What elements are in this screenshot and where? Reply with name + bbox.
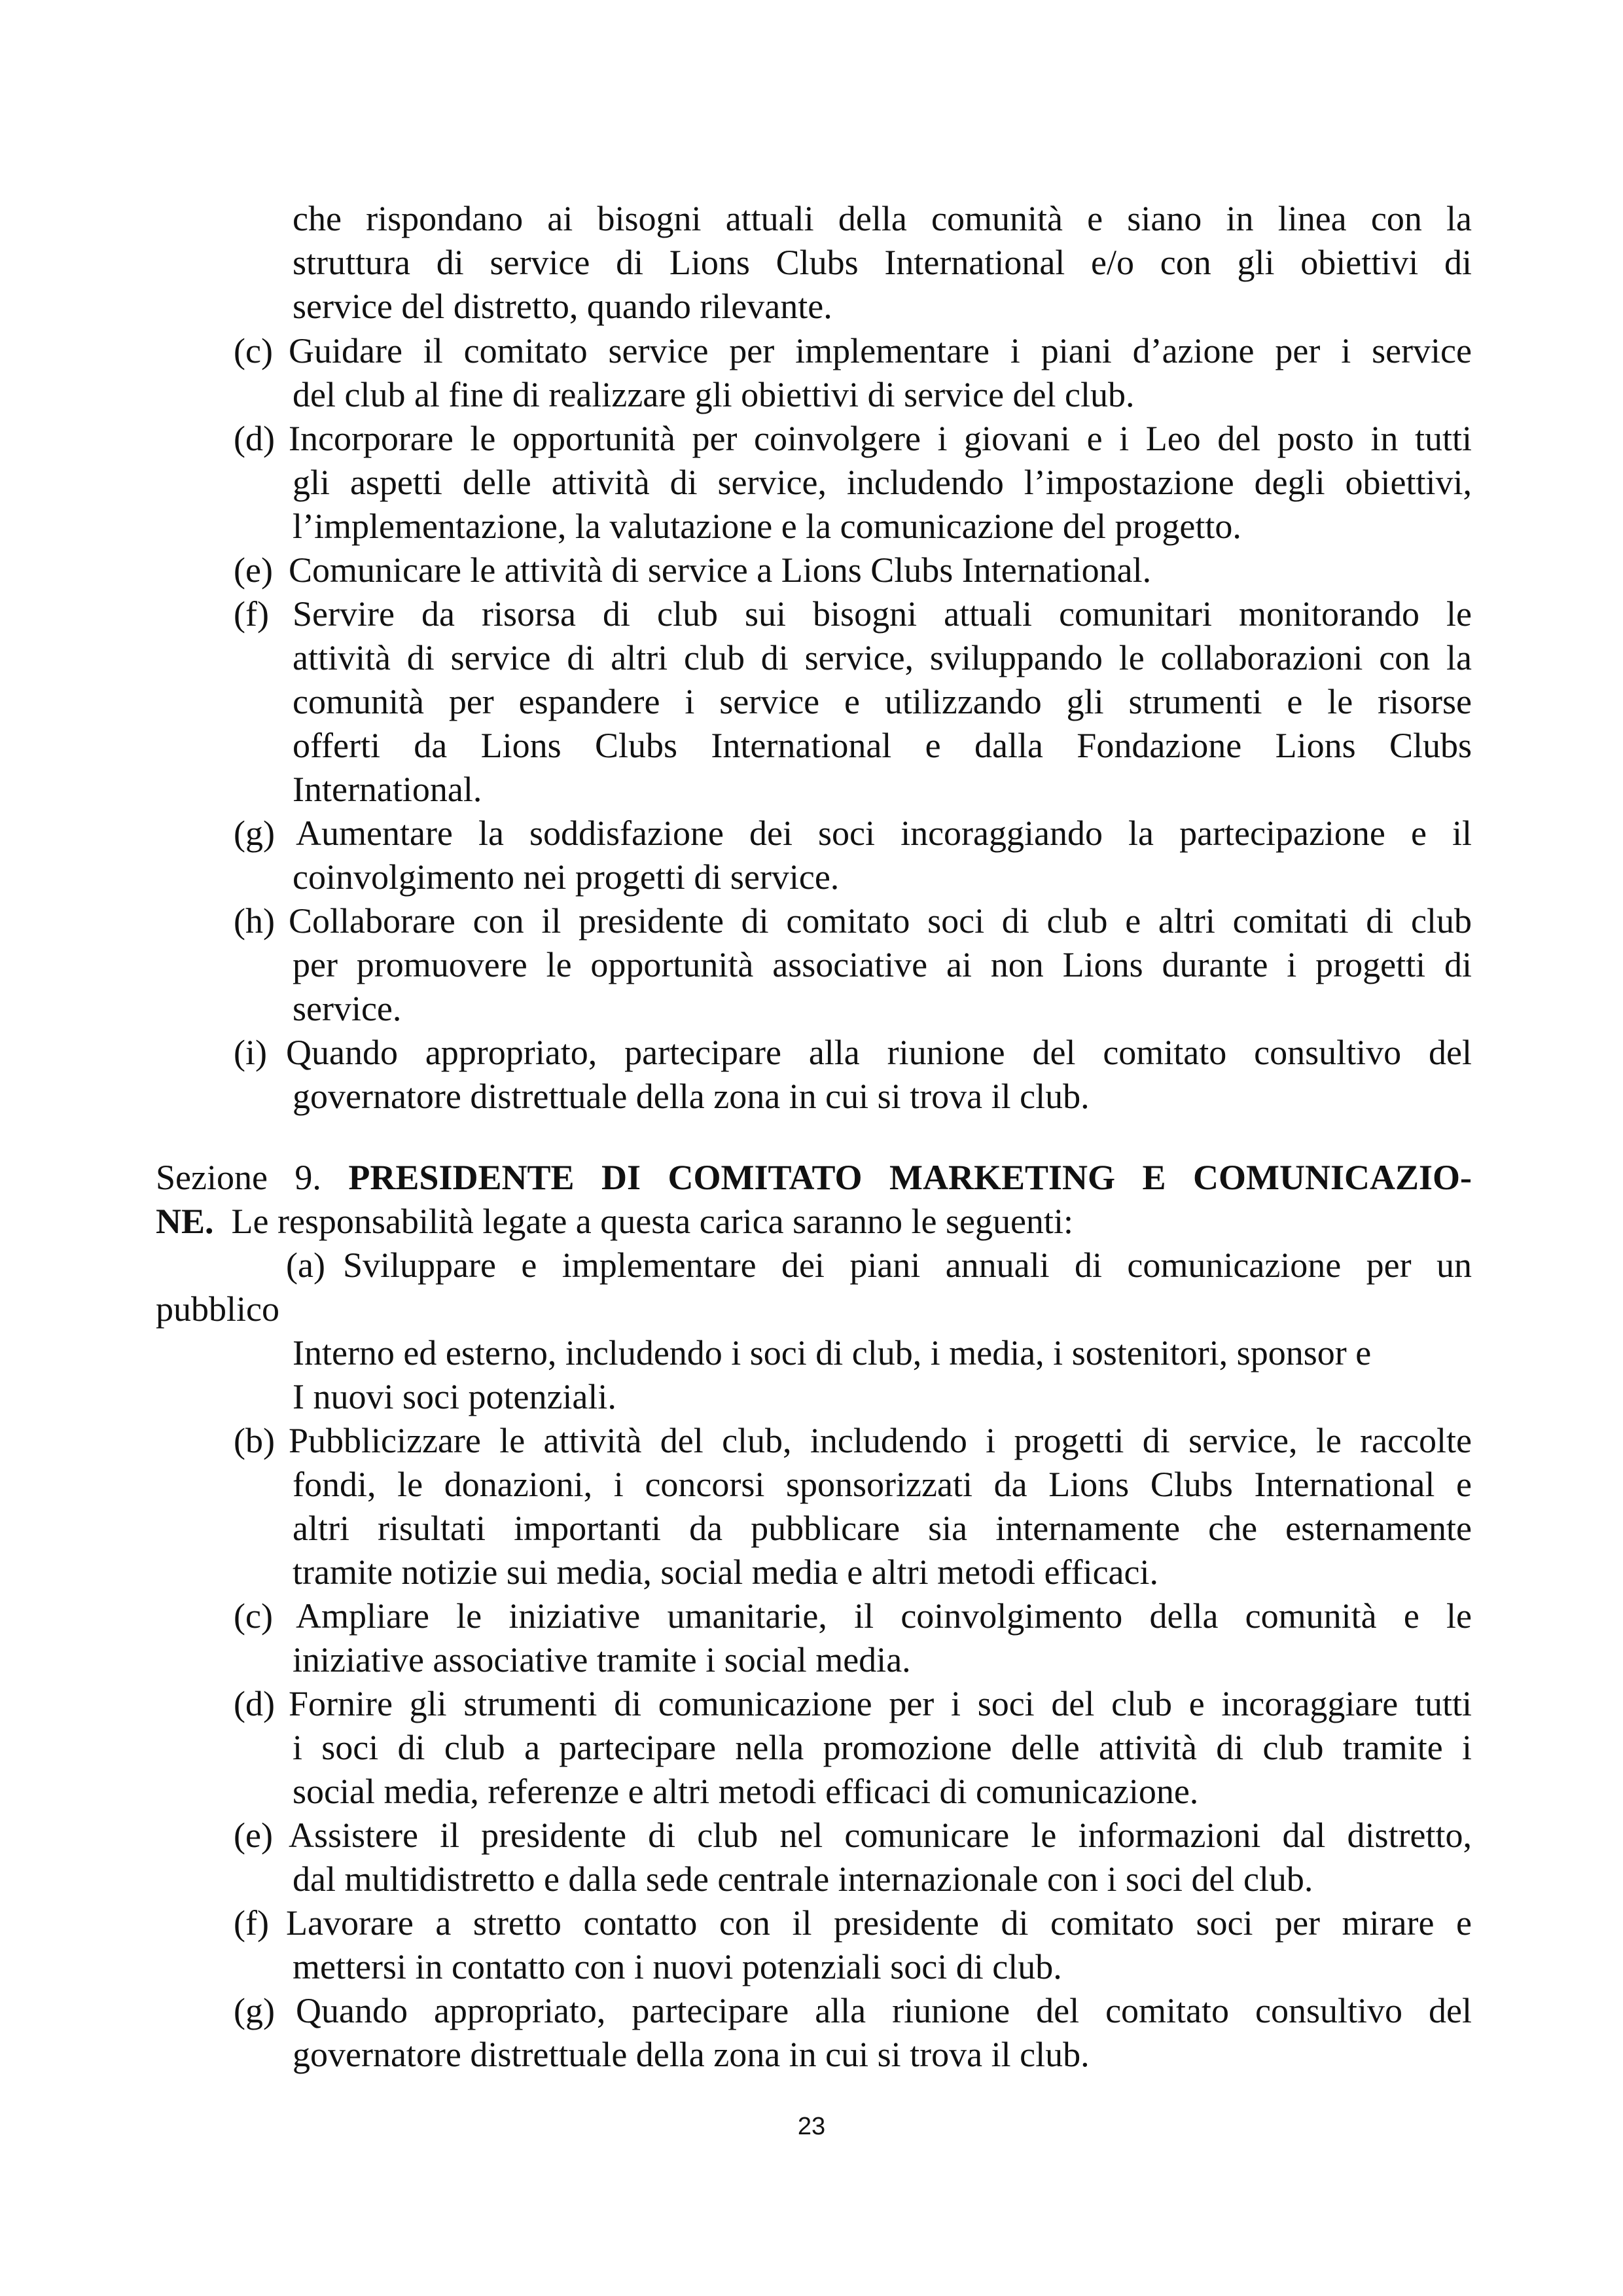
list-item-line: comunità per espandere i service e utilizzando gli strumenti e le risorse: [293, 682, 1472, 721]
list-item-label: (f): [234, 594, 269, 634]
list-item-line: Collaborare con il presidente di comitato soci di club e altri comitati di club: [289, 901, 1472, 941]
list-item-line: Ampliare le iniziative umanitarie, il coinvolgimento della comunità e le: [296, 1596, 1472, 1636]
list-item-line: gli aspetti delle attività di service, includendo l’impostazione degli obiettivi,: [293, 463, 1472, 502]
list-item-line: fondi, le donazioni, i concorsi sponsorizzati da Lions Clubs International e: [293, 1465, 1472, 1504]
list-item-line: i soci di club a partecipare nella promozione delle attività di club tramite i: [293, 1728, 1472, 1767]
list-item-line: social media, referenze e altri metodi efficaci di comunicazione.: [293, 1772, 1199, 1811]
list-item-line: l’implementazione, la valutazione e la comunicazione del progetto.: [293, 507, 1241, 546]
list-item-line: Lavorare a stretto contatto con il presidente di comitato soci per mirare e: [286, 1903, 1472, 1943]
page-number: 23: [797, 2113, 826, 2140]
list-item-line: Quando appropriato, partecipare alla riunione del comitato consultivo del: [296, 1991, 1472, 2030]
list-item-line: pubblico: [156, 1289, 279, 1329]
list-item-label: (c): [234, 331, 273, 370]
list-item-line: altri risultati importanti da pubblicare sia internamente che esternamente: [293, 1509, 1472, 1548]
list-item-line: Pubblicizzare le attività del club, includendo i progetti di service, le raccolte: [289, 1421, 1472, 1460]
list-item-line: Comunicare le attività di service a Lions Clubs International.: [289, 550, 1152, 590]
list-item-line: Servire da risorsa di club sui bisogni attuali comunitari monitorando le: [293, 594, 1472, 634]
list-item-label: (a): [286, 1246, 325, 1285]
section-heading-cont: [156, 1200, 1073, 1244]
list-item-label: (i): [234, 1033, 267, 1072]
list-item-line: offerti da Lions Clubs International e dalla Fondazione Lions Clubs: [293, 726, 1472, 765]
list-item-line: mettersi in contatto con i nuovi potenziali soci di club.: [293, 1947, 1062, 1986]
list-item-line: Interno ed esterno, includendo i soci di club, i media, i sostenitori, sponsor e: [293, 1333, 1372, 1372]
list-item-line: Incorporare le opportunità per coinvolgere i giovani e i Leo del posto in tutti: [289, 419, 1472, 458]
list-item-line: governatore distrettuale della zona in cui si trova il club.: [293, 1077, 1090, 1116]
list-item-line: tramite notizie sui media, social media e altri metodi efficaci.: [293, 1552, 1158, 1592]
list-item-line: Sviluppare e implementare dei piani annuali di comunicazione per un: [343, 1246, 1472, 1285]
paragraph-line: struttura di service di Lions Clubs International e/o con gli obiettivi di: [293, 243, 1472, 282]
section-heading: [156, 1156, 1472, 1200]
list-item-line: Assistere il presidente di club nel comunicare le informazioni dal distretto,: [289, 1816, 1472, 1855]
list-item-label: (c): [234, 1596, 273, 1636]
list-item-line: governatore distrettuale della zona in cui si trova il club.: [293, 2035, 1090, 2074]
section-title: PRESIDENTE DI COMITATO MARKETING E COMUNICAZIO-: [348, 1158, 1472, 1197]
list-item-line: coinvolgimento nei progetti di service.: [293, 857, 840, 897]
list-item-line: attività di service di altri club di service, sviluppando le collaborazioni con la: [293, 638, 1472, 677]
paragraph-line: service del distretto, quando rilevante.: [293, 287, 832, 326]
section-number: Sezione 9.: [156, 1158, 321, 1197]
list-item-label: (d): [234, 1684, 275, 1723]
list-item-label: (f): [234, 1903, 269, 1943]
paragraph-line: che rispondano ai bisogni attuali della comunità e siano in linea con la: [293, 199, 1472, 238]
list-item-line: I nuovi soci potenziali.: [293, 1377, 616, 1416]
list-item-line: per promuovere le opportunità associative ai non Lions durante i progetti di: [293, 945, 1472, 984]
list-item-label: (g): [234, 814, 275, 853]
section-intro: Le responsabilità legate a questa carica saranno le seguenti:: [231, 1202, 1073, 1241]
list-item-line: iniziative associative tramite i social media.: [293, 1640, 911, 1679]
list-item-label: (e): [234, 550, 273, 590]
list-item-label: (g): [234, 1991, 275, 2030]
list-item-line: Quando appropriato, partecipare alla riunione del comitato consultivo del: [286, 1033, 1472, 1072]
list-item-line: International.: [293, 770, 482, 809]
list-item-line: Guidare il comitato service per implementare i piani d’azione per i service: [289, 331, 1472, 370]
list-item-line: dal multidistretto e dalla sede centrale internazionale con i soci del club.: [293, 1859, 1313, 1899]
list-item-label: (e): [234, 1816, 273, 1855]
list-item-line: service.: [293, 989, 402, 1028]
list-item-line: del club al fine di realizzare gli obiettivi di service del club.: [293, 375, 1135, 414]
section-title-cont: NE.: [156, 1202, 214, 1241]
list-item-label: (b): [234, 1421, 275, 1460]
list-item-line: Fornire gli strumenti di comunicazione per i soci del club e incoraggiare tutti: [289, 1684, 1472, 1723]
list-item-label: (d): [234, 419, 275, 458]
list-item-label: (h): [234, 901, 275, 941]
list-item-line: Aumentare la soddisfazione dei soci incoraggiando la partecipazione e il: [296, 814, 1472, 853]
